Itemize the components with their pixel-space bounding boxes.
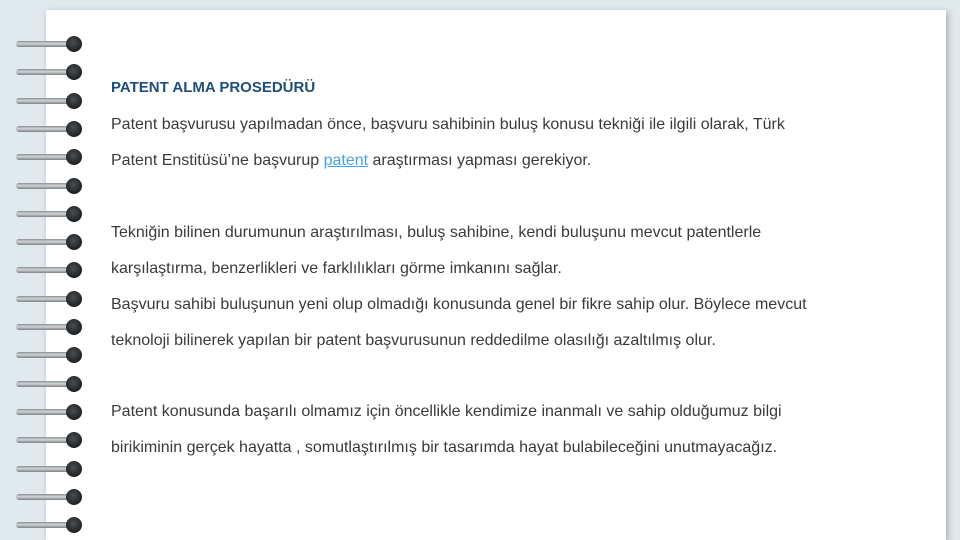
ring-wire <box>16 154 70 160</box>
ring-hole <box>66 64 82 80</box>
ring-hole <box>66 178 82 194</box>
ring-hole <box>66 432 82 448</box>
spiral-binding-ring-icon <box>16 517 86 533</box>
spiral-binding-ring-icon <box>16 376 86 392</box>
ring-hole <box>66 461 82 477</box>
ring-hole <box>66 121 82 137</box>
spiral-binding-ring-icon <box>16 206 86 222</box>
ring-hole <box>66 404 82 420</box>
spiral-binding-ring-icon <box>16 64 86 80</box>
paragraph-4-line-2: birikiminin gerçek hayatta , somutlaştırılmış bir tasarımda hayat bulabileceğini unutmayacağız. <box>111 439 778 456</box>
paragraph-4-line-1: Patent konusunda başarılı olmamız için öncellikle kendimize inanmalı ve sahip olduğumuz bilgi <box>111 403 782 420</box>
paragraph-2-line-1: Tekniğin bilinen durumunun araştırılması, buluş sahibine, kendi buluşunu mevcut patentlerle <box>111 224 762 241</box>
spiral-binding-ring-icon <box>16 149 86 165</box>
ring-wire <box>16 466 70 472</box>
ring-hole <box>66 206 82 222</box>
spiral-binding-ring-icon <box>16 461 86 477</box>
spiral-binding-ring-icon <box>16 432 86 448</box>
ring-hole <box>66 347 82 363</box>
ring-wire <box>16 239 70 245</box>
spiral-binding-ring-icon <box>16 347 86 363</box>
ring-wire <box>16 381 70 387</box>
ring-hole <box>66 36 82 52</box>
spiral-binding-ring-icon <box>16 404 86 420</box>
paragraph-3-line-2: teknoloji bilinerek yapılan bir patent başvurusunun reddedilme olasılığı azaltılmış olur. <box>111 332 716 349</box>
ring-wire <box>16 267 70 273</box>
ring-wire <box>16 494 70 500</box>
spiral-binding-ring-icon <box>16 121 86 137</box>
spiral-binding-ring-icon <box>16 178 86 194</box>
ring-wire <box>16 522 70 528</box>
ring-wire <box>16 409 70 415</box>
ring-wire <box>16 437 70 443</box>
paragraph-1-text-before-link: Patent Enstitüsü’ne başvurup <box>111 152 324 169</box>
ring-hole <box>66 291 82 307</box>
spiral-binding-ring-icon <box>16 93 86 109</box>
ring-hole <box>66 93 82 109</box>
paragraph-1-line-1: Patent başvurusu yapılmadan önce, başvuru sahibinin buluş konusu tekniği ile ilgili olarak, Türk <box>111 116 785 133</box>
ring-wire <box>16 324 70 330</box>
paragraph-1-text-after-link: araştırması yapması gerekiyor. <box>368 152 592 169</box>
ring-wire <box>16 183 70 189</box>
spiral-binding <box>0 0 90 540</box>
ring-wire <box>16 41 70 47</box>
ring-hole <box>66 149 82 165</box>
spiral-binding-ring-icon <box>16 234 86 250</box>
ring-hole <box>66 517 82 533</box>
ring-wire <box>16 98 70 104</box>
paragraph-2-line-2: karşılaştırma, benzerlikleri ve farklılıkları görme imkanını sağlar. <box>111 260 562 277</box>
spiral-binding-ring-icon <box>16 489 86 505</box>
patent-link[interactable]: patent <box>323 152 369 169</box>
ring-hole <box>66 376 82 392</box>
ring-wire <box>16 352 70 358</box>
spiral-binding-ring-icon <box>16 319 86 335</box>
ring-wire <box>16 296 70 302</box>
ring-hole <box>66 489 82 505</box>
ring-wire <box>16 211 70 217</box>
spiral-binding-ring-icon <box>16 36 86 52</box>
paragraph-1-line-2 <box>111 152 591 170</box>
paragraph-3-line-1: Başvuru sahibi buluşunun yeni olup olmadığı konusunda genel bir fikre sahip olur. Böylece mevcut <box>111 296 807 313</box>
ring-hole <box>66 319 82 335</box>
ring-hole <box>66 234 82 250</box>
spiral-binding-ring-icon <box>16 262 86 278</box>
spiral-binding-ring-icon <box>16 291 86 307</box>
ring-wire <box>16 126 70 132</box>
ring-wire <box>16 69 70 75</box>
ring-hole <box>66 262 82 278</box>
document-heading: PATENT ALMA PROSEDÜRÜ <box>111 79 316 96</box>
